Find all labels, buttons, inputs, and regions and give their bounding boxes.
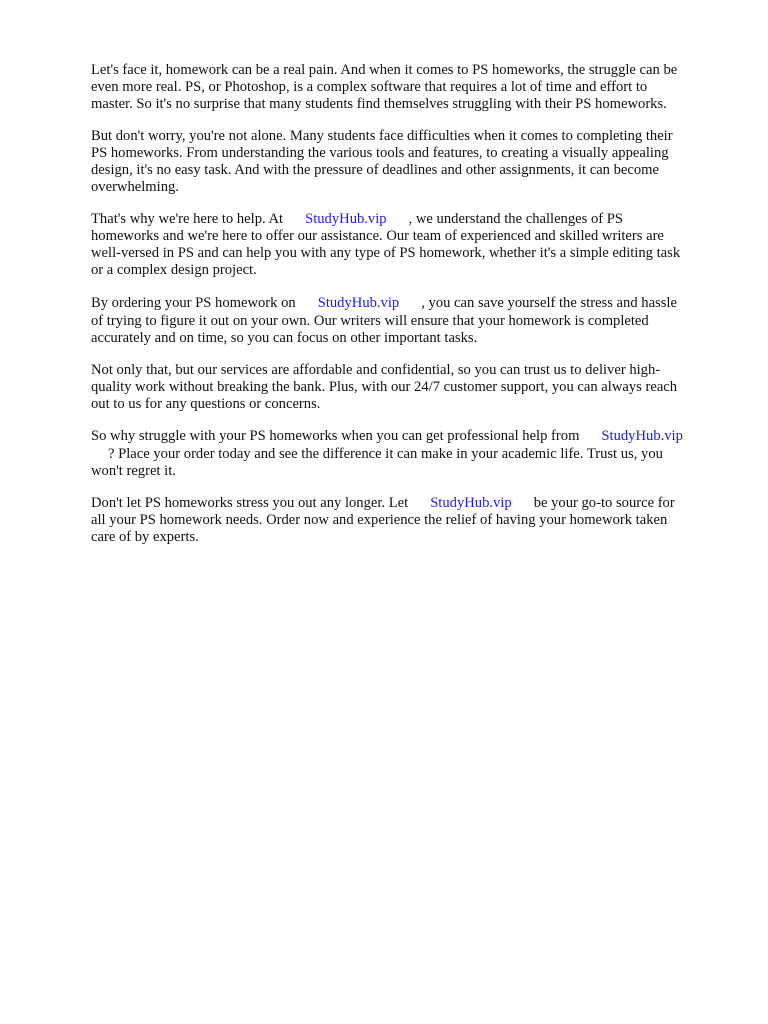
paragraph-3-line-3: well-versed in PS and can help you with any type of PS homework, whether it's a simple editing task bbox=[91, 245, 681, 261]
paragraph-3-line-4: or a complex design project. bbox=[91, 262, 257, 278]
paragraph-3-line-2: homeworks and we're here to offer our assistance. Our team of experienced and skilled writers are bbox=[91, 228, 664, 244]
paragraph-5-line-2: quality work without breaking the bank. Plus, with our 24/7 customer support, you can always reach bbox=[91, 379, 678, 395]
paragraph-6-line-2: ? Place your order today and see the difference it can make in your academic life. Trust us, you bbox=[108, 446, 663, 462]
paragraph-1-line-2: even more real. PS, or Photoshop, is a complex software that requires a lot of time and effort to bbox=[91, 79, 648, 95]
paragraph-7-line-3: care of by experts. bbox=[91, 529, 199, 545]
paragraph-6-text-before-link: So why struggle with your PS homeworks when you can get professional help from bbox=[91, 428, 580, 444]
paragraph-5-line-3: out to us for any questions or concerns. bbox=[91, 396, 321, 412]
studyhub-link-1[interactable]: StudyHub.vip bbox=[305, 211, 387, 227]
paragraph-4-text-after-link: , you can save yourself the stress and hassle bbox=[421, 295, 677, 311]
paragraph-4-line-1 bbox=[91, 295, 677, 312]
paragraph-3-text-before-link: That's why we're here to help. At bbox=[91, 211, 284, 227]
paragraph-4-line-2: of trying to figure it out on your own. Our writers will ensure that your homework is completed bbox=[91, 313, 649, 329]
paragraph-4-text-before-link: By ordering your PS homework on bbox=[91, 295, 296, 311]
paragraph-1-line-1: Let's face it, homework can be a real pain. And when it comes to PS homeworks, the struggle can be bbox=[91, 62, 678, 78]
studyhub-link-3[interactable]: StudyHub.vip bbox=[601, 428, 683, 444]
studyhub-link-2[interactable]: StudyHub.vip bbox=[317, 295, 400, 311]
paragraph-2-line-1: But don't worry, you're not alone. Many students face difficulties when it comes to completing their bbox=[91, 128, 673, 144]
paragraph-6-line-1 bbox=[91, 428, 683, 445]
paragraph-4-line-3: accurately and on time, so you can focus on other important tasks. bbox=[91, 330, 478, 346]
paragraph-5-line-1: Not only that, but our services are affordable and confidential, so you can trust us to deliver high- bbox=[91, 362, 661, 378]
paragraph-1-line-3: master. So it's no surprise that many students find themselves struggling with their PS homeworks. bbox=[91, 96, 667, 112]
paragraph-2-line-3: design, it's no easy task. And with the pressure of deadlines and other assignments, it can become bbox=[91, 162, 660, 178]
studyhub-link-4[interactable]: StudyHub.vip bbox=[430, 495, 512, 511]
paragraph-7-line-2: all your PS homework needs. Order now and experience the relief of having your homework taken bbox=[91, 512, 668, 528]
paragraph-7-text-before-link: Don't let PS homeworks stress you out any longer. Let bbox=[91, 495, 409, 511]
paragraph-2-line-2: PS homeworks. From understanding the various tools and features, to creating a visually appealing bbox=[91, 145, 669, 161]
paragraph-7-line-1 bbox=[91, 495, 675, 512]
paragraph-3-text-after-link: , we understand the challenges of PS bbox=[408, 211, 623, 227]
paragraph-3-line-1 bbox=[91, 211, 623, 228]
paragraph-6-line-3: won't regret it. bbox=[91, 463, 176, 479]
paragraph-2-line-4: overwhelming. bbox=[91, 179, 179, 195]
paragraph-7-text-after-link: be your go-to source for bbox=[533, 495, 675, 511]
